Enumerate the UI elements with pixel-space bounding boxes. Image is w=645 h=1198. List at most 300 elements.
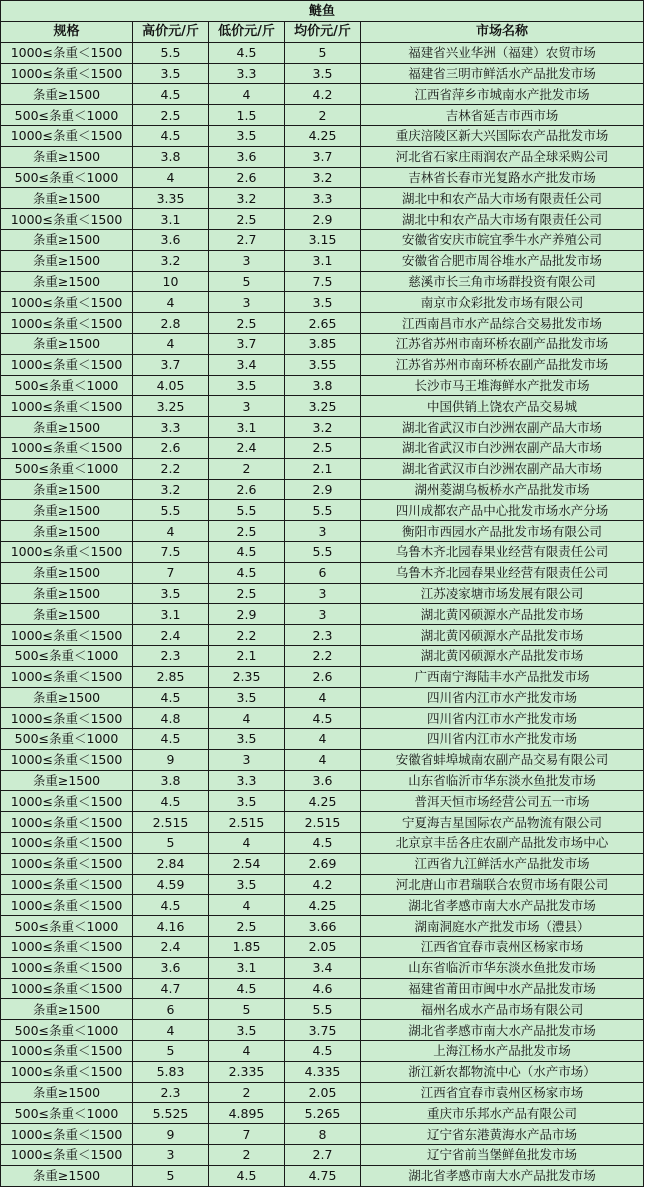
cell-high-price: 3.8 bbox=[133, 146, 209, 167]
cell-avg-price: 3.2 bbox=[285, 167, 361, 188]
cell-low-price: 4 bbox=[209, 708, 285, 729]
cell-avg-price: 4.2 bbox=[285, 84, 361, 105]
cell-low-price: 3.2 bbox=[209, 188, 285, 209]
cell-market-name: 湖州菱湖乌板桥水产品批发市场 bbox=[361, 479, 644, 500]
cell-high-price: 4 bbox=[133, 292, 209, 313]
cell-high-price: 5 bbox=[133, 1165, 209, 1186]
cell-low-price: 2.6 bbox=[209, 167, 285, 188]
cell-high-price: 2.4 bbox=[133, 937, 209, 958]
cell-avg-price: 2 bbox=[285, 105, 361, 126]
cell-high-price: 4 bbox=[133, 333, 209, 354]
cell-avg-price: 5.5 bbox=[285, 999, 361, 1020]
table-row bbox=[1, 687, 644, 708]
cell-market-name: 重庆涪陵区新大兴国际农产品批发市场 bbox=[361, 125, 644, 146]
table-row bbox=[1, 354, 644, 375]
cell-avg-price: 3 bbox=[285, 521, 361, 542]
cell-market-name: 上海江杨水产品批发市场 bbox=[361, 1041, 644, 1062]
cell-spec: 500≤条重＜1000 bbox=[1, 1103, 133, 1124]
cell-avg-price: 2.7 bbox=[285, 1145, 361, 1166]
cell-market-name: 江西省九江鲜活水产品批发市场 bbox=[361, 853, 644, 874]
cell-market-name: 衡阳市西园水产品批发市场有限公司 bbox=[361, 521, 644, 542]
table-row bbox=[1, 105, 644, 126]
cell-spec: 1000≤条重＜1500 bbox=[1, 396, 133, 417]
cell-avg-price: 6 bbox=[285, 562, 361, 583]
table-row bbox=[1, 42, 644, 63]
table-row bbox=[1, 625, 644, 646]
cell-high-price: 7 bbox=[133, 562, 209, 583]
cell-avg-price: 4.25 bbox=[285, 895, 361, 916]
cell-avg-price: 3 bbox=[285, 604, 361, 625]
cell-market-name: 江苏省苏州市南环桥农副产品批发市场 bbox=[361, 333, 644, 354]
table-row bbox=[1, 209, 644, 230]
cell-market-name: 湖北省武汉市白沙洲农副产品大市场 bbox=[361, 437, 644, 458]
cell-avg-price: 5.5 bbox=[285, 500, 361, 521]
cell-avg-price: 5 bbox=[285, 42, 361, 63]
cell-market-name: 福州名成水产品市场有限公司 bbox=[361, 999, 644, 1020]
cell-market-name: 吉林省长春市光复路水产批发市场 bbox=[361, 167, 644, 188]
cell-avg-price: 3.55 bbox=[285, 354, 361, 375]
cell-market-name: 福建省莆田市闽中水产品批发市场 bbox=[361, 978, 644, 999]
cell-low-price: 4 bbox=[209, 833, 285, 854]
cell-high-price: 9 bbox=[133, 749, 209, 770]
table-row bbox=[1, 521, 644, 542]
cell-market-name: 安徽省蚌埠城南农副产品交易有限公司 bbox=[361, 749, 644, 770]
cell-market-name: 重庆市乐邦水产品有限公司 bbox=[361, 1103, 644, 1124]
cell-avg-price: 4.335 bbox=[285, 1061, 361, 1082]
cell-high-price: 10 bbox=[133, 271, 209, 292]
cell-spec: 1000≤条重＜1500 bbox=[1, 541, 133, 562]
cell-market-name: 江西省宜春市袁州区杨家市场 bbox=[361, 937, 644, 958]
cell-spec: 500≤条重＜1000 bbox=[1, 458, 133, 479]
cell-high-price: 5.525 bbox=[133, 1103, 209, 1124]
cell-high-price: 3.35 bbox=[133, 188, 209, 209]
cell-avg-price: 3.5 bbox=[285, 292, 361, 313]
table-row bbox=[1, 791, 644, 812]
cell-market-name: 中国供销上饶农产品交易城 bbox=[361, 396, 644, 417]
cell-spec: 1000≤条重＜1500 bbox=[1, 42, 133, 63]
cell-avg-price: 2.9 bbox=[285, 209, 361, 230]
cell-low-price: 3.1 bbox=[209, 417, 285, 438]
cell-low-price: 2.5 bbox=[209, 583, 285, 604]
cell-high-price: 2.4 bbox=[133, 625, 209, 646]
table-row bbox=[1, 645, 644, 666]
cell-spec: 1000≤条重＜1500 bbox=[1, 874, 133, 895]
cell-market-name: 湖北省武汉市白沙洲农副产品大市场 bbox=[361, 417, 644, 438]
header-high-price: 高价元/斤 bbox=[133, 22, 209, 43]
cell-low-price: 2.6 bbox=[209, 479, 285, 500]
table-row bbox=[1, 937, 644, 958]
cell-spec: 1000≤条重＜1500 bbox=[1, 895, 133, 916]
cell-low-price: 3.5 bbox=[209, 125, 285, 146]
table-row bbox=[1, 437, 644, 458]
cell-market-name: 江西省宜春市袁州区杨家市场 bbox=[361, 1082, 644, 1103]
cell-spec: 条重≥1500 bbox=[1, 333, 133, 354]
cell-high-price: 2.3 bbox=[133, 645, 209, 666]
cell-high-price: 3.2 bbox=[133, 250, 209, 271]
cell-low-price: 2.5 bbox=[209, 916, 285, 937]
cell-low-price: 3.5 bbox=[209, 874, 285, 895]
cell-spec: 500≤条重＜1000 bbox=[1, 105, 133, 126]
cell-avg-price: 2.69 bbox=[285, 853, 361, 874]
cell-spec: 1000≤条重＜1500 bbox=[1, 666, 133, 687]
cell-low-price: 2.5 bbox=[209, 521, 285, 542]
cell-avg-price: 3.7 bbox=[285, 146, 361, 167]
cell-low-price: 4.5 bbox=[209, 42, 285, 63]
cell-high-price: 3.6 bbox=[133, 229, 209, 250]
cell-low-price: 3 bbox=[209, 250, 285, 271]
cell-spec: 1000≤条重＜1500 bbox=[1, 791, 133, 812]
cell-spec: 500≤条重＜1000 bbox=[1, 167, 133, 188]
table-row bbox=[1, 770, 644, 791]
cell-high-price: 4.16 bbox=[133, 916, 209, 937]
cell-market-name: 长沙市马王堆海鲜水产批发市场 bbox=[361, 375, 644, 396]
table-row bbox=[1, 479, 644, 500]
cell-low-price: 4 bbox=[209, 84, 285, 105]
cell-low-price: 2.2 bbox=[209, 625, 285, 646]
cell-high-price: 2.6 bbox=[133, 437, 209, 458]
cell-low-price: 3.4 bbox=[209, 354, 285, 375]
table-row bbox=[1, 1103, 644, 1124]
table-row bbox=[1, 583, 644, 604]
cell-avg-price: 3.75 bbox=[285, 1020, 361, 1041]
cell-spec: 1000≤条重＜1500 bbox=[1, 437, 133, 458]
cell-avg-price: 2.05 bbox=[285, 937, 361, 958]
cell-avg-price: 4.5 bbox=[285, 708, 361, 729]
cell-avg-price: 4.25 bbox=[285, 791, 361, 812]
cell-low-price: 3.5 bbox=[209, 791, 285, 812]
cell-spec: 1000≤条重＜1500 bbox=[1, 957, 133, 978]
cell-spec: 条重≥1500 bbox=[1, 479, 133, 500]
cell-low-price: 1.85 bbox=[209, 937, 285, 958]
cell-market-name: 普洱天恒市场经营公司五一市场 bbox=[361, 791, 644, 812]
cell-low-price: 4.5 bbox=[209, 541, 285, 562]
cell-avg-price: 3.4 bbox=[285, 957, 361, 978]
table-row bbox=[1, 313, 644, 334]
cell-spec: 1000≤条重＜1500 bbox=[1, 749, 133, 770]
table-row bbox=[1, 250, 644, 271]
cell-avg-price: 4 bbox=[285, 687, 361, 708]
cell-high-price: 2.85 bbox=[133, 666, 209, 687]
cell-market-name: 湖南洞庭水产批发市场（澧县） bbox=[361, 916, 644, 937]
cell-high-price: 5.83 bbox=[133, 1061, 209, 1082]
cell-avg-price: 3.2 bbox=[285, 417, 361, 438]
cell-low-price: 3.3 bbox=[209, 770, 285, 791]
cell-low-price: 2 bbox=[209, 1082, 285, 1103]
cell-market-name: 湖北中和农产品大市场有限责任公司 bbox=[361, 209, 644, 230]
table-row bbox=[1, 63, 644, 84]
cell-low-price: 2.54 bbox=[209, 853, 285, 874]
table-row bbox=[1, 708, 644, 729]
cell-avg-price: 4.25 bbox=[285, 125, 361, 146]
cell-high-price: 3 bbox=[133, 1145, 209, 1166]
cell-high-price: 4.7 bbox=[133, 978, 209, 999]
table-row bbox=[1, 749, 644, 770]
table-body bbox=[1, 42, 644, 1186]
table-row bbox=[1, 1082, 644, 1103]
table-row bbox=[1, 146, 644, 167]
table-row bbox=[1, 729, 644, 750]
cell-market-name: 山东省临沂市华东淡水鱼批发市场 bbox=[361, 770, 644, 791]
cell-high-price: 5 bbox=[133, 1041, 209, 1062]
cell-avg-price: 2.05 bbox=[285, 1082, 361, 1103]
cell-spec: 1000≤条重＜1500 bbox=[1, 708, 133, 729]
cell-market-name: 四川成都农产品中心批发市场水产分场 bbox=[361, 500, 644, 521]
cell-spec: 1000≤条重＜1500 bbox=[1, 354, 133, 375]
cell-high-price: 2.515 bbox=[133, 812, 209, 833]
table-row bbox=[1, 1124, 644, 1145]
cell-high-price: 7.5 bbox=[133, 541, 209, 562]
cell-market-name: 辽宁省前当堡鲜鱼批发市场 bbox=[361, 1145, 644, 1166]
cell-high-price: 2.5 bbox=[133, 105, 209, 126]
cell-market-name: 湖北省武汉市白沙洲农副产品大市场 bbox=[361, 458, 644, 479]
table-row bbox=[1, 874, 644, 895]
cell-spec: 条重≥1500 bbox=[1, 417, 133, 438]
cell-spec: 条重≥1500 bbox=[1, 999, 133, 1020]
cell-spec: 500≤条重＜1000 bbox=[1, 375, 133, 396]
cell-market-name: 江西省萍乡市城南水产批发市场 bbox=[361, 84, 644, 105]
table-row bbox=[1, 458, 644, 479]
cell-high-price: 3.25 bbox=[133, 396, 209, 417]
cell-avg-price: 3.25 bbox=[285, 396, 361, 417]
cell-avg-price: 4 bbox=[285, 729, 361, 750]
cell-market-name: 湖北省孝感市南大水产品批发市场 bbox=[361, 895, 644, 916]
cell-high-price: 5 bbox=[133, 833, 209, 854]
cell-low-price: 4.5 bbox=[209, 562, 285, 583]
cell-low-price: 3.5 bbox=[209, 375, 285, 396]
cell-spec: 条重≥1500 bbox=[1, 1165, 133, 1186]
cell-high-price: 4.5 bbox=[133, 687, 209, 708]
cell-avg-price: 7.5 bbox=[285, 271, 361, 292]
cell-avg-price: 5.265 bbox=[285, 1103, 361, 1124]
cell-high-price: 5.5 bbox=[133, 42, 209, 63]
cell-spec: 条重≥1500 bbox=[1, 687, 133, 708]
table-row bbox=[1, 125, 644, 146]
table-row bbox=[1, 853, 644, 874]
table-title: 鲢鱼 bbox=[1, 1, 644, 22]
cell-high-price: 2.2 bbox=[133, 458, 209, 479]
cell-low-price: 2.35 bbox=[209, 666, 285, 687]
table-row bbox=[1, 895, 644, 916]
table-row bbox=[1, 812, 644, 833]
cell-low-price: 4 bbox=[209, 1041, 285, 1062]
cell-avg-price: 3.3 bbox=[285, 188, 361, 209]
cell-avg-price: 2.1 bbox=[285, 458, 361, 479]
cell-spec: 条重≥1500 bbox=[1, 188, 133, 209]
cell-market-name: 江苏省苏州市南环桥农副产品批发市场 bbox=[361, 354, 644, 375]
table-row bbox=[1, 84, 644, 105]
cell-avg-price: 4.5 bbox=[285, 833, 361, 854]
cell-low-price: 3 bbox=[209, 396, 285, 417]
cell-spec: 1000≤条重＜1500 bbox=[1, 853, 133, 874]
cell-market-name: 乌鲁木齐北园春果业经营有限责任公司 bbox=[361, 541, 644, 562]
cell-low-price: 3 bbox=[209, 749, 285, 770]
cell-avg-price: 2.65 bbox=[285, 313, 361, 334]
header-market-name: 市场名称 bbox=[361, 22, 644, 43]
table-row bbox=[1, 666, 644, 687]
cell-high-price: 4.5 bbox=[133, 791, 209, 812]
cell-market-name: 慈溪市长三角市场群投资有限公司 bbox=[361, 271, 644, 292]
cell-high-price: 4.59 bbox=[133, 874, 209, 895]
cell-market-name: 四川省内江市水产批发市场 bbox=[361, 687, 644, 708]
table-row bbox=[1, 333, 644, 354]
cell-low-price: 3.5 bbox=[209, 729, 285, 750]
cell-avg-price: 3.66 bbox=[285, 916, 361, 937]
table-row bbox=[1, 1145, 644, 1166]
cell-market-name: 四川省内江市水产批发市场 bbox=[361, 708, 644, 729]
cell-low-price: 4.895 bbox=[209, 1103, 285, 1124]
table-row bbox=[1, 978, 644, 999]
cell-spec: 1000≤条重＜1500 bbox=[1, 1124, 133, 1145]
cell-low-price: 2.5 bbox=[209, 209, 285, 230]
cell-high-price: 4 bbox=[133, 521, 209, 542]
cell-low-price: 2 bbox=[209, 1145, 285, 1166]
cell-high-price: 6 bbox=[133, 999, 209, 1020]
cell-high-price: 3.6 bbox=[133, 957, 209, 978]
cell-low-price: 2.335 bbox=[209, 1061, 285, 1082]
cell-high-price: 2.84 bbox=[133, 853, 209, 874]
cell-spec: 1000≤条重＜1500 bbox=[1, 209, 133, 230]
header-row bbox=[1, 22, 644, 43]
cell-market-name: 湖北黄冈硕源水产品批发市场 bbox=[361, 604, 644, 625]
cell-spec: 1000≤条重＜1500 bbox=[1, 313, 133, 334]
cell-spec: 条重≥1500 bbox=[1, 500, 133, 521]
cell-low-price: 2.515 bbox=[209, 812, 285, 833]
cell-market-name: 北京京丰岳各庄农副产品批发市场中心 bbox=[361, 833, 644, 854]
cell-market-name: 四川省内江市水产批发市场 bbox=[361, 729, 644, 750]
cell-spec: 500≤条重＜1000 bbox=[1, 916, 133, 937]
cell-high-price: 4.05 bbox=[133, 375, 209, 396]
cell-low-price: 5.5 bbox=[209, 500, 285, 521]
table-row bbox=[1, 375, 644, 396]
cell-spec: 条重≥1500 bbox=[1, 562, 133, 583]
cell-spec: 条重≥1500 bbox=[1, 1082, 133, 1103]
cell-spec: 1000≤条重＜1500 bbox=[1, 833, 133, 854]
cell-avg-price: 2.9 bbox=[285, 479, 361, 500]
cell-spec: 条重≥1500 bbox=[1, 229, 133, 250]
cell-market-name: 浙江新农都物流中心（水产市场） bbox=[361, 1061, 644, 1082]
cell-low-price: 5 bbox=[209, 999, 285, 1020]
table-row bbox=[1, 396, 644, 417]
cell-avg-price: 3.8 bbox=[285, 375, 361, 396]
table-row bbox=[1, 417, 644, 438]
cell-high-price: 3.2 bbox=[133, 479, 209, 500]
cell-avg-price: 3.6 bbox=[285, 770, 361, 791]
cell-spec: 1000≤条重＜1500 bbox=[1, 978, 133, 999]
cell-spec: 条重≥1500 bbox=[1, 770, 133, 791]
cell-avg-price: 2.3 bbox=[285, 625, 361, 646]
table-row bbox=[1, 957, 644, 978]
cell-market-name: 乌鲁木齐北园春果业经营有限责任公司 bbox=[361, 562, 644, 583]
cell-market-name: 吉林省延吉市西市场 bbox=[361, 105, 644, 126]
cell-high-price: 3.5 bbox=[133, 583, 209, 604]
table-row bbox=[1, 1165, 644, 1186]
cell-high-price: 4 bbox=[133, 1020, 209, 1041]
cell-high-price: 4 bbox=[133, 167, 209, 188]
cell-spec: 500≤条重＜1000 bbox=[1, 645, 133, 666]
table-row bbox=[1, 604, 644, 625]
cell-avg-price: 3.15 bbox=[285, 229, 361, 250]
cell-avg-price: 3.85 bbox=[285, 333, 361, 354]
cell-market-name: 福建省三明市鲜活水产品批发市场 bbox=[361, 63, 644, 84]
cell-spec: 1000≤条重＜1500 bbox=[1, 1061, 133, 1082]
cell-low-price: 1.5 bbox=[209, 105, 285, 126]
cell-avg-price: 5.5 bbox=[285, 541, 361, 562]
cell-low-price: 2.1 bbox=[209, 645, 285, 666]
cell-spec: 条重≥1500 bbox=[1, 604, 133, 625]
cell-high-price: 4.5 bbox=[133, 895, 209, 916]
cell-spec: 1000≤条重＜1500 bbox=[1, 63, 133, 84]
cell-avg-price: 2.6 bbox=[285, 666, 361, 687]
cell-high-price: 2.3 bbox=[133, 1082, 209, 1103]
cell-market-name: 湖北黄冈硕源水产品批发市场 bbox=[361, 645, 644, 666]
table-row bbox=[1, 541, 644, 562]
cell-high-price: 5.5 bbox=[133, 500, 209, 521]
cell-high-price: 3.3 bbox=[133, 417, 209, 438]
cell-avg-price: 8 bbox=[285, 1124, 361, 1145]
cell-low-price: 3.5 bbox=[209, 687, 285, 708]
cell-low-price: 4.5 bbox=[209, 1165, 285, 1186]
cell-high-price: 4.5 bbox=[133, 729, 209, 750]
cell-high-price: 2.8 bbox=[133, 313, 209, 334]
cell-low-price: 2.7 bbox=[209, 229, 285, 250]
table-row bbox=[1, 1061, 644, 1082]
table-row bbox=[1, 292, 644, 313]
cell-market-name: 河北省石家庄雨润农产品全球采购公司 bbox=[361, 146, 644, 167]
cell-low-price: 3.1 bbox=[209, 957, 285, 978]
cell-avg-price: 4.2 bbox=[285, 874, 361, 895]
cell-spec: 1000≤条重＜1500 bbox=[1, 125, 133, 146]
cell-market-name: 安徽省安庆市皖宜季牛水产养殖公司 bbox=[361, 229, 644, 250]
cell-spec: 1000≤条重＜1500 bbox=[1, 812, 133, 833]
cell-high-price: 3.5 bbox=[133, 63, 209, 84]
title-row bbox=[1, 1, 644, 22]
cell-low-price: 2.9 bbox=[209, 604, 285, 625]
table-row bbox=[1, 271, 644, 292]
cell-high-price: 4.5 bbox=[133, 84, 209, 105]
table-row bbox=[1, 167, 644, 188]
cell-spec: 条重≥1500 bbox=[1, 250, 133, 271]
cell-high-price: 9 bbox=[133, 1124, 209, 1145]
table-row bbox=[1, 999, 644, 1020]
cell-spec: 500≤条重＜1000 bbox=[1, 729, 133, 750]
cell-spec: 1000≤条重＜1500 bbox=[1, 625, 133, 646]
cell-spec: 1000≤条重＜1500 bbox=[1, 937, 133, 958]
cell-market-name: 广西南宁海陆丰水产品批发市场 bbox=[361, 666, 644, 687]
cell-spec: 条重≥1500 bbox=[1, 583, 133, 604]
cell-high-price: 3.1 bbox=[133, 209, 209, 230]
cell-high-price: 4.8 bbox=[133, 708, 209, 729]
cell-spec: 条重≥1500 bbox=[1, 146, 133, 167]
cell-avg-price: 2.515 bbox=[285, 812, 361, 833]
table-row bbox=[1, 833, 644, 854]
cell-market-name: 江苏凌家塘市场发展有限公司 bbox=[361, 583, 644, 604]
cell-market-name: 江西南昌市水产品综合交易批发市场 bbox=[361, 313, 644, 334]
cell-avg-price: 2.5 bbox=[285, 437, 361, 458]
cell-avg-price: 3 bbox=[285, 583, 361, 604]
cell-avg-price: 4.6 bbox=[285, 978, 361, 999]
table-row bbox=[1, 916, 644, 937]
cell-market-name: 南京市众彩批发市场有限公司 bbox=[361, 292, 644, 313]
cell-avg-price: 2.2 bbox=[285, 645, 361, 666]
cell-spec: 1000≤条重＜1500 bbox=[1, 292, 133, 313]
cell-low-price: 3.5 bbox=[209, 1020, 285, 1041]
cell-low-price: 4 bbox=[209, 895, 285, 916]
cell-low-price: 3.6 bbox=[209, 146, 285, 167]
cell-low-price: 3 bbox=[209, 292, 285, 313]
cell-market-name: 湖北省孝感市南大水产品批发市场 bbox=[361, 1020, 644, 1041]
cell-market-name: 辽宁省东港黄海水产品市场 bbox=[361, 1124, 644, 1145]
table-row bbox=[1, 562, 644, 583]
